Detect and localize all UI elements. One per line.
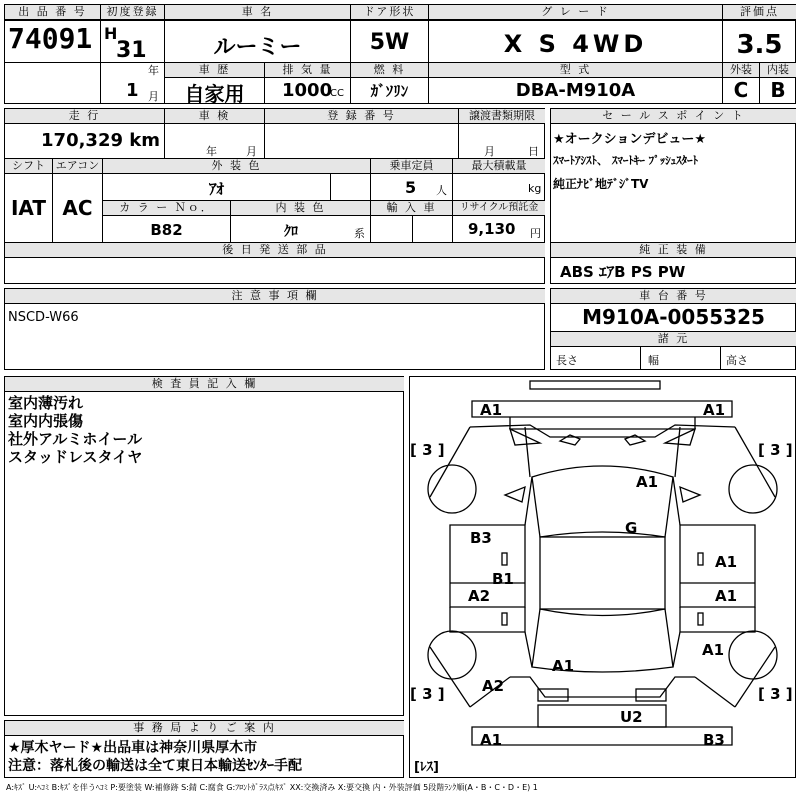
inspector-line: スタッドレスタイヤ [8,448,143,466]
inspector-line: 社外アルミホイール [8,430,143,448]
door-label: ドア形状 [351,5,428,20]
year-unit: 年 [148,64,159,77]
legend: A:ｷｽﾞ U:ﾍｺﾐ B:ｷｽﾞを伴うﾍｺﾐ P:要塗装 W:補修跡 S:錆 C:腐食 G:ﾌﾛﾝﾄｶﾞﾗｽ点ｷｽﾞ XX:交換済み X:要交換 内・外装評価 5段階ﾗﾝｸ順(A・B・C・D・E) 1 [6,783,538,792]
mark-tire-fr: [ 3 ] [758,441,793,459]
reg-year: 31 [116,38,147,63]
grade-label: グ レ ー ド [429,5,722,20]
int-color-unit: 系 [354,227,365,240]
mark-right-rear-fender: A1 [702,641,725,659]
lot-no-label: 出 品 番 号 [5,5,100,20]
inspector-line: 室内薄汚れ [8,394,84,412]
ac-label: エアコン [53,159,102,174]
inspector-label: 検 査 員 記 入 欄 [5,377,404,392]
width-label: 幅 [648,354,659,367]
inspection-month: 月 [246,145,257,158]
mark-rear-bumper: U2 [620,708,643,726]
mark-tire-rr: [ 3 ] [758,685,793,703]
spec-label: 諸 元 [551,332,796,347]
mark-left-rear-fender: A2 [482,677,505,695]
int-color-label: 内 装 色 [231,201,370,216]
mark-front-left: A1 [480,401,503,419]
mark-right-rear-door: A1 [715,587,738,605]
score-label: 評価点 [723,5,796,20]
displacement: 1000 [282,80,333,101]
inspector-notes [8,394,142,466]
mark-spare: [ﾚｽ] [414,760,439,775]
displacement-unit: CC [330,88,344,99]
sales-point-label: セ ー ル ス ポ イ ン ト [551,109,796,124]
chassis-no: M910A-0055325 [582,305,765,329]
inspector-line: 室内内張傷 [8,412,84,430]
recycle-label: リサイクル預託金 [453,201,545,216]
history-label: 車 歴 [165,63,264,78]
inspection-year: 年 [206,145,217,158]
mark-left-rear-door: A2 [468,587,491,605]
fuel-label: 燃 料 [351,63,428,78]
mileage-label: 走 行 [5,109,164,124]
office-line: ★厚木ヤード★出品車は神奈川県厚木市 [8,740,258,756]
mark-left-front-door: B3 [470,529,492,547]
mark-roof: G [625,519,638,537]
recycle-unit: 円 [530,227,541,240]
mark-tire-rl: [ 3 ] [410,685,445,703]
transfer-month: 月 [484,145,495,158]
ext-color: ｱｵ [208,180,224,198]
mark-rear-right: B3 [703,731,725,749]
int-color: ｸﾛ [284,224,298,240]
sales-point-1: ★オークションデビュー★ [553,132,707,147]
recycle: 9,130 [468,220,516,238]
month-unit: 月 [148,90,159,103]
interior-grade: B [770,78,786,102]
door-type: 5W [369,30,410,55]
color-no-label: カ ラ ー Ｎｏ． [103,201,230,216]
later-parts-label: 後 日 発 送 部 品 [5,243,545,258]
reg-no-label: 登 録 番 号 [265,109,458,124]
color-no: B82 [150,221,183,239]
equipment: ABS ｴｱB PS PW [560,263,686,281]
office-label: 事 務 局 よ り ご 案 内 [5,721,404,736]
reg-month: 1 [126,80,139,101]
first-reg-label: 初度登録 [101,5,164,20]
caution-label: 注 意 事 項 欄 [5,289,545,304]
mark-rear-left: A1 [480,731,503,749]
exterior-grade: C [733,78,749,102]
shift-label: シフト [5,159,52,174]
inspection-label: 車 検 [165,109,264,124]
model: DBA-M910A [515,80,636,101]
fuel: ｶﾞｿﾘﾝ [370,82,409,100]
chassis-label: 車 台 番 号 [551,289,796,304]
car-diagram-svg [410,377,795,777]
mark-tire-fl: [ 3 ] [410,441,445,459]
ext-color-label: 外 装 色 [103,159,370,174]
ac: AC [62,196,93,220]
grade: X S 4WD [503,30,648,58]
office-line: 注意：落札後の輸送は全て東日本輸送ｾﾝﾀｰ手配 [8,758,302,774]
transfer-day: 日 [528,145,539,158]
seats-label: 乗車定員 [371,159,452,174]
mark-trunk: A1 [552,657,575,675]
interior-label: 内装 [760,63,796,78]
car-diagram [409,376,796,778]
office-notes [8,739,302,775]
mark-right-front-door: A1 [715,553,738,571]
height-label: 高さ [726,354,748,367]
mark-front-right: A1 [703,401,726,419]
seats: 5 [405,178,417,197]
history: 自家用 [184,82,245,106]
import-label: 輸 入 車 [371,201,452,216]
caution-text: NSCD-W66 [8,310,79,325]
length-label: 長さ [556,354,578,367]
max-load-label: 最大積載量 [453,159,545,174]
seats-unit: 人 [436,184,447,197]
exterior-label: 外装 [723,63,759,78]
max-load-unit: kg [528,182,542,195]
model-label: 型 式 [429,63,722,78]
score: 3.5 [736,30,783,60]
mark-left-pillar: B1 [492,570,514,588]
car-name-label: 車 名 [165,5,350,20]
lot-no: 74091 [8,22,93,55]
sales-point-2: ｽﾏｰﾄｱｼｽﾄ、 ｽﾏｰﾄｷｰ ﾌﾟｯｼｭｽﾀｰﾄ [553,154,699,167]
shift: IAT [10,196,46,220]
era: H [104,24,118,43]
equipment-label: 純 正 装 備 [551,243,796,258]
displacement-label: 排 気 量 [265,63,350,78]
sales-point-3: 純正ﾅﾋﾞ地ﾃﾞｼﾞTV [553,177,649,191]
car-name: ルーミー [213,35,302,60]
mileage: 170,329 km [41,130,160,151]
mark-hood: A1 [636,473,659,491]
transfer-label: 譲渡書類期限 [459,109,545,124]
